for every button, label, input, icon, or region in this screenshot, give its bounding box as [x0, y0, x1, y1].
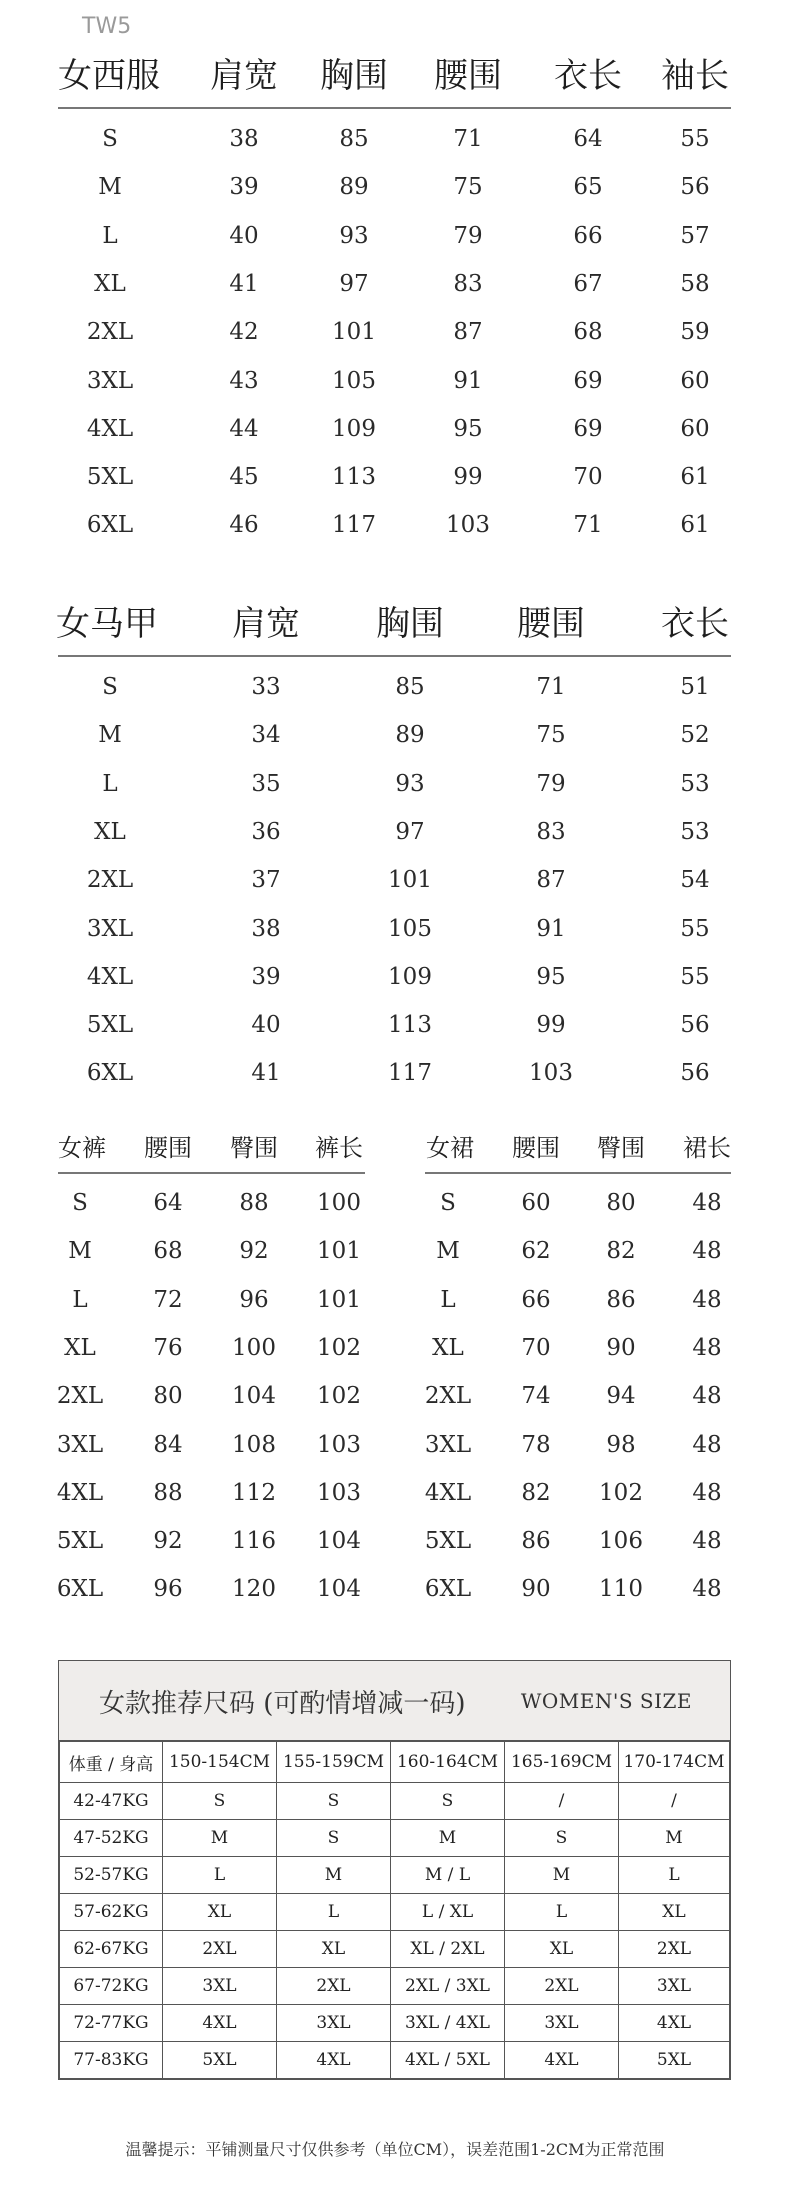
skirt-cell: 5XL [424, 1528, 472, 1555]
vest-cell: 101 [388, 867, 432, 894]
suit-cell: 61 [680, 464, 710, 491]
recommended-size-cell: 3XL [505, 2005, 619, 2042]
recommended-size-cell: M [277, 1857, 391, 1894]
recommended-size-cell: L [277, 1894, 391, 1931]
vest-cell: 85 [395, 674, 425, 700]
pants-cell: 104 [317, 1528, 361, 1555]
recommended-size-cell: S [277, 1820, 391, 1857]
suit-cell: 101 [332, 319, 376, 346]
recommended-size-cell: 4XL [277, 2042, 391, 2079]
suit-cell: 41 [229, 270, 259, 297]
pants-header-0: 女裤 [58, 1134, 106, 1162]
suit-cell: 38 [229, 126, 259, 152]
skirt-header-2: 臀围 [597, 1134, 645, 1162]
vest-cell: L [102, 770, 118, 797]
pants-cell: 100 [232, 1334, 276, 1361]
recommendation-row [60, 1783, 730, 1820]
skirt-cell: 102 [599, 1479, 643, 1506]
pants-cell: L [72, 1286, 88, 1313]
recommendation-col-header: 170-174CM [619, 1742, 730, 1783]
vest-cell: M [98, 722, 122, 749]
recommendation-row [60, 1820, 730, 1857]
skirt-cell: 82 [521, 1479, 551, 1506]
pants-cell: 2XL [56, 1383, 104, 1410]
suit-cell: 99 [453, 464, 483, 491]
skirt-cell: 70 [521, 1334, 551, 1361]
vest-cell: 75 [536, 722, 566, 749]
vest-cell: 99 [536, 1012, 566, 1039]
skirt-cell: XL [432, 1334, 464, 1361]
skirt-cell: 106 [599, 1528, 643, 1555]
weight-range-cell: 42-47KG [60, 1783, 163, 1820]
recommendation-header [59, 1661, 730, 1741]
vest-cell: 89 [395, 722, 425, 749]
suit-cell: 79 [453, 222, 483, 249]
skirt-cell: 3XL [424, 1431, 472, 1458]
suit-cell: 83 [453, 270, 483, 297]
skirt-cell: 48 [692, 1479, 722, 1506]
pants-header-1: 腰围 [144, 1134, 192, 1162]
vest-cell: 36 [251, 818, 281, 845]
skirt-cell: 90 [521, 1576, 551, 1603]
pants-cell: 88 [239, 1190, 269, 1216]
recommendation-row [60, 2005, 730, 2042]
recommended-size-cell: M [163, 1820, 277, 1857]
skirt-cell: 48 [692, 1190, 722, 1216]
vest-cell: 87 [536, 867, 566, 894]
suit-cell: 95 [453, 415, 483, 442]
recommendation-row [60, 1857, 730, 1894]
vest-header-4: 衣长 [661, 604, 729, 644]
suit-header-3: 腰围 [434, 56, 502, 96]
suit-cell: M [98, 174, 122, 201]
recommended-size-cell: S [391, 1783, 505, 1820]
pants-cell: 100 [317, 1190, 361, 1216]
suit-cell: 75 [453, 174, 483, 201]
vest-cell: 91 [536, 915, 566, 942]
suit-header-5: 袖长 [661, 56, 729, 96]
suit-cell: 70 [573, 464, 603, 491]
suit-cell: 87 [453, 319, 483, 346]
skirt-cell: 98 [606, 1431, 636, 1458]
vest-cell: 113 [388, 1012, 432, 1039]
recommended-size-cell: S [505, 1820, 619, 1857]
skirt-cell: 78 [521, 1431, 551, 1458]
footer-note: 温馨提示：平铺测量尺寸仅供参考（单位CM），误差范围1-2CM为正常范围 [125, 2140, 665, 2159]
vest-cell: 103 [529, 1060, 573, 1087]
vest-cell: 105 [388, 915, 432, 942]
suit-cell: 39 [229, 174, 259, 201]
skirt-cell: 74 [521, 1383, 551, 1410]
vest-cell: 37 [251, 867, 281, 894]
weight-range-cell: 67-72KG [60, 1968, 163, 2005]
pants-cell: S [72, 1190, 88, 1216]
pants-cell: 88 [153, 1479, 183, 1506]
weight-range-cell: 62-67KG [60, 1931, 163, 1968]
pants-cell: XL [64, 1334, 96, 1361]
recommended-size-cell: 4XL / 5XL [391, 2042, 505, 2079]
recommended-size-cell: 5XL [619, 2042, 730, 2079]
suit-cell: 60 [680, 367, 710, 394]
skirt-cell: 48 [692, 1334, 722, 1361]
suit-cell: 66 [573, 222, 603, 249]
pants-cell: 76 [153, 1334, 183, 1361]
skirt-cell: 48 [692, 1286, 722, 1313]
vest-cell: 109 [388, 963, 432, 990]
suit-cell: 57 [680, 222, 710, 249]
suit-cell: 6XL [86, 512, 134, 539]
recommended-size-cell: 2XL [163, 1931, 277, 1968]
vest-cell: 52 [680, 722, 710, 749]
recommended-size-cell: 5XL [163, 2042, 277, 2079]
pants-header-divider [58, 1172, 365, 1174]
recommended-size-cell: / [505, 1783, 619, 1820]
pants-cell: 103 [317, 1431, 361, 1458]
vest-header-1: 肩宽 [232, 604, 300, 644]
pants-cell: 64 [153, 1190, 183, 1216]
skirt-cell: 90 [606, 1334, 636, 1361]
recommended-size-cell: 4XL [619, 2005, 730, 2042]
pants-cell: 84 [153, 1431, 183, 1458]
recommendation-row [60, 2042, 730, 2079]
suit-cell: 44 [229, 415, 259, 442]
pants-cell: 112 [232, 1479, 276, 1506]
skirt-cell: 62 [521, 1238, 551, 1265]
skirt-header-0: 女裙 [426, 1134, 474, 1162]
recommendation-col-header: 体重 / 身高 [60, 1742, 163, 1783]
suit-cell: 59 [680, 319, 710, 346]
vest-cell: 40 [251, 1012, 281, 1039]
vest-cell: 34 [251, 722, 281, 749]
suit-cell: 113 [332, 464, 376, 491]
suit-cell: 65 [573, 174, 603, 201]
skirt-cell: 48 [692, 1431, 722, 1458]
suit-cell: 61 [680, 512, 710, 539]
suit-cell: 109 [332, 415, 376, 442]
suit-cell: 43 [229, 367, 259, 394]
recommended-size-cell: L [619, 1857, 730, 1894]
weight-range-cell: 72-77KG [60, 2005, 163, 2042]
skirt-cell: M [436, 1238, 460, 1265]
suit-cell: 67 [573, 270, 603, 297]
skirt-header-3: 裙长 [683, 1134, 731, 1162]
vest-cell: 51 [680, 674, 710, 700]
vest-cell: 55 [680, 915, 710, 942]
vest-cell: 3XL [86, 915, 134, 942]
recommended-size-cell: XL [505, 1931, 619, 1968]
skirt-cell: 86 [606, 1286, 636, 1313]
vest-cell: 4XL [86, 963, 134, 990]
recommendation-row [60, 1894, 730, 1931]
size-recommendation-table [58, 1660, 731, 2080]
suit-cell: 4XL [86, 415, 134, 442]
product-code: TW5 [82, 14, 132, 39]
recommended-size-cell: 3XL [619, 1968, 730, 2005]
recommended-size-cell: S [163, 1783, 277, 1820]
recommended-size-cell: 3XL [163, 1968, 277, 2005]
recommendation-grid [59, 1741, 730, 2079]
recommended-size-cell: XL [619, 1894, 730, 1931]
skirt-cell: 82 [606, 1238, 636, 1265]
recommended-size-cell: XL [163, 1894, 277, 1931]
suit-cell: 55 [680, 126, 710, 152]
weight-range-cell: 47-52KG [60, 1820, 163, 1857]
pants-header-3: 裤长 [315, 1134, 363, 1162]
recommended-size-cell: 2XL [277, 1968, 391, 2005]
suit-cell: 60 [680, 415, 710, 442]
recommended-size-cell: 2XL / 3XL [391, 1968, 505, 2005]
recommendation-col-header: 165-169CM [505, 1742, 619, 1783]
pants-cell: 102 [317, 1383, 361, 1410]
vest-cell: 71 [536, 674, 566, 700]
suit-cell: 2XL [86, 319, 134, 346]
recommended-size-cell: M [619, 1820, 730, 1857]
suit-header-1: 肩宽 [210, 56, 278, 96]
suit-header-divider [58, 107, 731, 109]
vest-cell: 79 [536, 770, 566, 797]
recommended-size-cell: / [619, 1783, 730, 1820]
pants-cell: 103 [317, 1479, 361, 1506]
suit-cell: 85 [339, 126, 369, 152]
vest-header-0: 女马甲 [56, 604, 158, 644]
skirt-cell: 2XL [424, 1383, 472, 1410]
pants-cell: 120 [232, 1576, 276, 1603]
skirt-cell: 80 [606, 1190, 636, 1216]
skirt-cell: 48 [692, 1528, 722, 1555]
suit-cell: 46 [229, 512, 259, 539]
pants-cell: 72 [153, 1286, 183, 1313]
skirt-cell: 6XL [424, 1576, 472, 1603]
suit-cell: 42 [229, 319, 259, 346]
recommendation-title: 女款推荐尺码 (可酌情增减一码) [99, 1689, 466, 1719]
pants-cell: 104 [317, 1576, 361, 1603]
recommended-size-cell: L [163, 1857, 277, 1894]
vest-header-2: 胸围 [376, 604, 444, 644]
vest-cell: 2XL [86, 867, 134, 894]
skirt-cell: S [440, 1190, 456, 1216]
suit-cell: 91 [453, 367, 483, 394]
suit-cell: 68 [573, 319, 603, 346]
vest-cell: S [102, 674, 118, 700]
pants-cell: 92 [153, 1528, 183, 1555]
recommended-size-cell: 3XL / 4XL [391, 2005, 505, 2042]
suit-cell: 58 [680, 270, 710, 297]
skirt-cell: 86 [521, 1528, 551, 1555]
suit-cell: L [102, 222, 118, 249]
suit-header-0: 女西服 [58, 56, 160, 96]
suit-cell: 3XL [86, 367, 134, 394]
recommended-size-cell: 2XL [619, 1931, 730, 1968]
vest-cell: 5XL [86, 1012, 134, 1039]
recommended-size-cell: 4XL [505, 2042, 619, 2079]
recommended-size-cell: XL / 2XL [391, 1931, 505, 1968]
skirt-cell: 4XL [424, 1479, 472, 1506]
weight-range-cell: 57-62KG [60, 1894, 163, 1931]
pants-cell: M [68, 1238, 92, 1265]
recommendation-col-header: 150-154CM [163, 1742, 277, 1783]
recommendation-row [60, 1968, 730, 2005]
suit-cell: XL [94, 270, 126, 297]
recommendation-subtitle: WOMEN'S SIZE [520, 1689, 692, 1713]
recommended-size-cell: M [391, 1820, 505, 1857]
recommended-size-cell: 4XL [163, 2005, 277, 2042]
recommended-size-cell: 3XL [277, 2005, 391, 2042]
pants-cell: 3XL [56, 1431, 104, 1458]
recommended-size-cell: XL [277, 1931, 391, 1968]
pants-cell: 116 [232, 1528, 276, 1555]
vest-cell: 39 [251, 963, 281, 990]
recommended-size-cell: L / XL [391, 1894, 505, 1931]
vest-cell: 41 [251, 1060, 281, 1087]
pants-cell: 4XL [56, 1479, 104, 1506]
suit-cell: 71 [573, 512, 603, 539]
vest-cell: 6XL [86, 1060, 134, 1087]
skirt-cell: 48 [692, 1576, 722, 1603]
vest-cell: 117 [388, 1060, 432, 1087]
vest-cell: 95 [536, 963, 566, 990]
recommended-size-cell: S [277, 1783, 391, 1820]
suit-cell: 117 [332, 512, 376, 539]
vest-cell: 56 [680, 1060, 710, 1087]
pants-cell: 6XL [56, 1576, 104, 1603]
weight-range-cell: 52-57KG [60, 1857, 163, 1894]
recommended-size-cell: M [505, 1857, 619, 1894]
vest-cell: 56 [680, 1012, 710, 1039]
vest-cell: 33 [251, 674, 281, 700]
pants-header-2: 臀围 [230, 1134, 278, 1162]
recommended-size-cell: L [505, 1894, 619, 1931]
skirt-header-divider [425, 1172, 731, 1174]
vest-cell: 53 [680, 770, 710, 797]
recommendation-col-header: 160-164CM [391, 1742, 505, 1783]
vest-cell: 93 [395, 770, 425, 797]
suit-cell: 103 [446, 512, 490, 539]
suit-cell: 5XL [86, 464, 134, 491]
suit-cell: 93 [339, 222, 369, 249]
vest-cell: 83 [536, 818, 566, 845]
recommended-size-cell: 2XL [505, 1968, 619, 2005]
skirt-header-1: 腰围 [512, 1134, 560, 1162]
recommendation-col-header: 155-159CM [277, 1742, 391, 1783]
skirt-cell: 94 [606, 1383, 636, 1410]
vest-header-3: 腰围 [517, 604, 585, 644]
pants-cell: 96 [153, 1576, 183, 1603]
suit-cell: S [102, 126, 118, 152]
suit-cell: 97 [339, 270, 369, 297]
suit-cell: 56 [680, 174, 710, 201]
recommendation-row [60, 1931, 730, 1968]
pants-cell: 108 [232, 1431, 276, 1458]
skirt-cell: 48 [692, 1238, 722, 1265]
vest-cell: 38 [251, 915, 281, 942]
suit-cell: 69 [573, 367, 603, 394]
suit-cell: 45 [229, 464, 259, 491]
skirt-cell: 48 [692, 1383, 722, 1410]
skirt-cell: 66 [521, 1286, 551, 1313]
recommended-size-cell: M / L [391, 1857, 505, 1894]
vest-cell: 55 [680, 963, 710, 990]
pants-cell: 80 [153, 1383, 183, 1410]
pants-cell: 101 [317, 1286, 361, 1313]
suit-cell: 105 [332, 367, 376, 394]
pants-cell: 102 [317, 1334, 361, 1361]
suit-cell: 64 [573, 126, 603, 152]
skirt-cell: 110 [599, 1576, 643, 1603]
vest-cell: 53 [680, 818, 710, 845]
skirt-cell: 60 [521, 1190, 551, 1216]
vest-cell: 54 [680, 867, 710, 894]
suit-cell: 69 [573, 415, 603, 442]
suit-cell: 40 [229, 222, 259, 249]
vest-header-divider [58, 655, 731, 657]
suit-header-4: 衣长 [554, 56, 622, 96]
skirt-cell: L [440, 1286, 456, 1313]
pants-cell: 101 [317, 1238, 361, 1265]
pants-cell: 92 [239, 1238, 269, 1265]
vest-cell: 35 [251, 770, 281, 797]
vest-cell: 97 [395, 818, 425, 845]
weight-range-cell: 77-83KG [60, 2042, 163, 2079]
vest-cell: XL [94, 818, 126, 845]
pants-cell: 68 [153, 1238, 183, 1265]
pants-cell: 5XL [56, 1528, 104, 1555]
suit-header-2: 胸围 [320, 56, 388, 96]
pants-cell: 104 [232, 1383, 276, 1410]
suit-cell: 89 [339, 174, 369, 201]
pants-cell: 96 [239, 1286, 269, 1313]
suit-cell: 71 [453, 126, 483, 152]
